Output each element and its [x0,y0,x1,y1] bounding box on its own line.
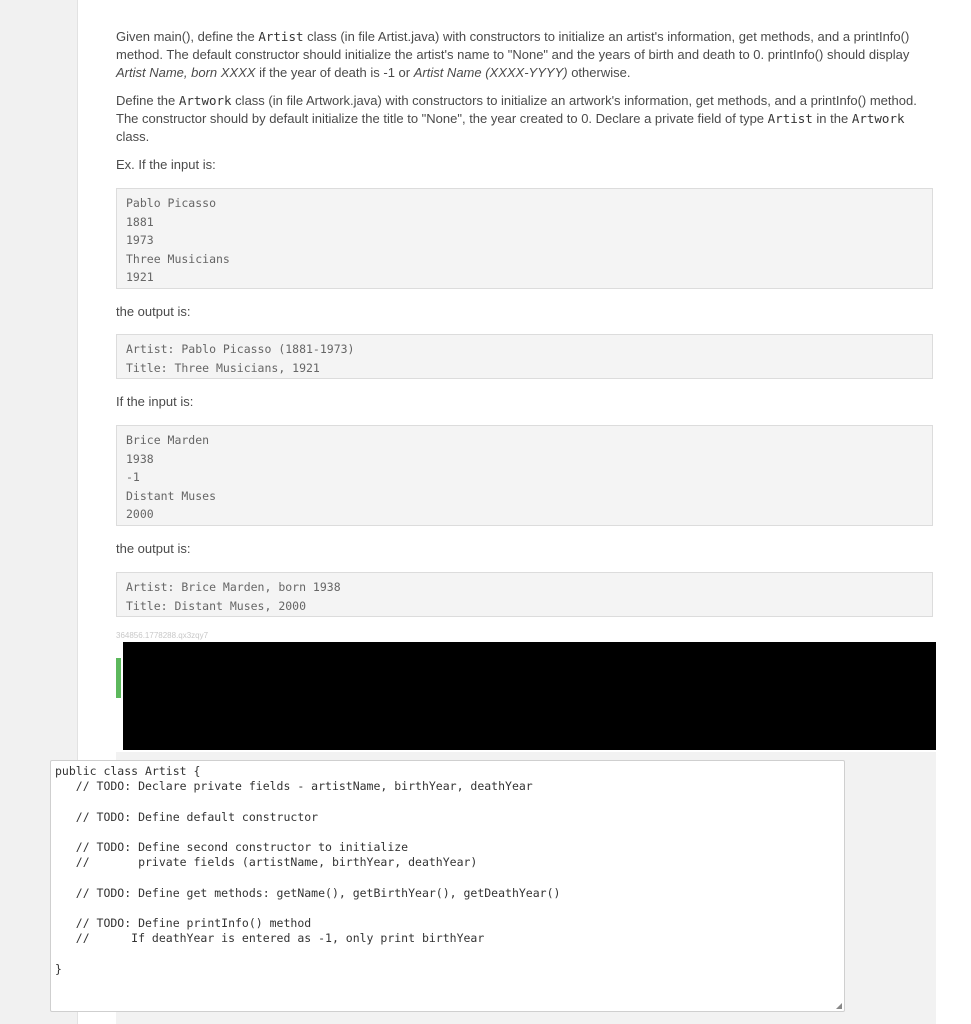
code-line[interactable] [55,901,840,917]
example-input-2 [116,425,933,526]
output-line: Artist: Pablo Picasso (1881-1973) [126,342,355,356]
code-line[interactable]: // TODO: Define second constructor to initialize [55,840,409,854]
example-input-1 [116,188,933,289]
code-line[interactable] [55,825,840,841]
activity-id: 364856.1778288.qx3zqy7 [116,631,209,640]
code-line[interactable]: // TODO: Define printInfo() method [55,916,312,930]
code-line[interactable]: // private fields (artistName, birthYear, deathYear) [55,855,478,869]
code-line[interactable] [55,794,840,810]
resize-handle-icon[interactable] [836,1003,842,1009]
code-line[interactable]: // TODO: Define default constructor [55,809,319,824]
input-line: Three Musicians [126,251,230,266]
output-line: Title: Distant Muses, 2000 [126,598,307,613]
code-line[interactable]: // TODO: Declare private fields - artistName, birthYear, deathYear [55,779,533,793]
output-line: Artist: Brice Marden, born 1938 [126,580,341,594]
example-output-1 [116,334,933,379]
example-label: Ex. If the input is: [116,157,216,172]
input-line: 1921 [126,270,154,284]
code-editor[interactable] [50,760,845,1012]
input-line: Pablo Picasso [126,196,217,210]
code-line[interactable]: // If deathYear is entered as -1, only print birthYear [55,931,485,945]
code-line[interactable] [55,946,840,962]
input-line: 1881 [126,214,154,229]
description-paragraph-1: Given main(), define the Artist class (in file Artist.java) with constructors to initialize an artist's information, get methods, and a printInfo() method. The default constructor should initialize the artist's name to "None" and the years of birth and death to 0. printInfo() should display Artist Name, born XXXX if the year of death is -1 or Artist Name (XXXX-YYYY) otherwise. [116,29,910,80]
input-line: 1973 [126,233,154,247]
output-line: Title: Three Musicians, 1921 [126,360,320,375]
input-line: Brice Marden [126,433,210,447]
redacted-region [123,642,936,750]
code-line[interactable]: } [55,961,62,976]
code-line[interactable] [55,870,840,886]
input-line: 1938 [126,451,154,466]
description-paragraph-2: Define the Artwork class (in file Artwork.java) with constructors to initialize an artwork's information, get methods, and a printInfo() method. The constructor should by default initialize the title to "None", the year created to 0. Declare a private field of type Artist in the Artwork class. [116,93,917,144]
code-line[interactable]: public class Artist { [55,764,201,778]
code-line[interactable]: // TODO: Define get methods: getName(), getBirthYear(), getDeathYear() [55,885,561,900]
input-line: Distant Muses [126,488,217,503]
input-line: -1 [126,470,140,484]
example-output-2 [116,572,933,617]
header-strip [78,0,971,6]
progress-indicator [116,658,121,698]
input-line: 2000 [126,507,154,521]
output-label-2: the output is: [116,541,191,556]
output-label-1: the output is: [116,304,191,319]
if-input-label: If the input is: [116,394,194,409]
